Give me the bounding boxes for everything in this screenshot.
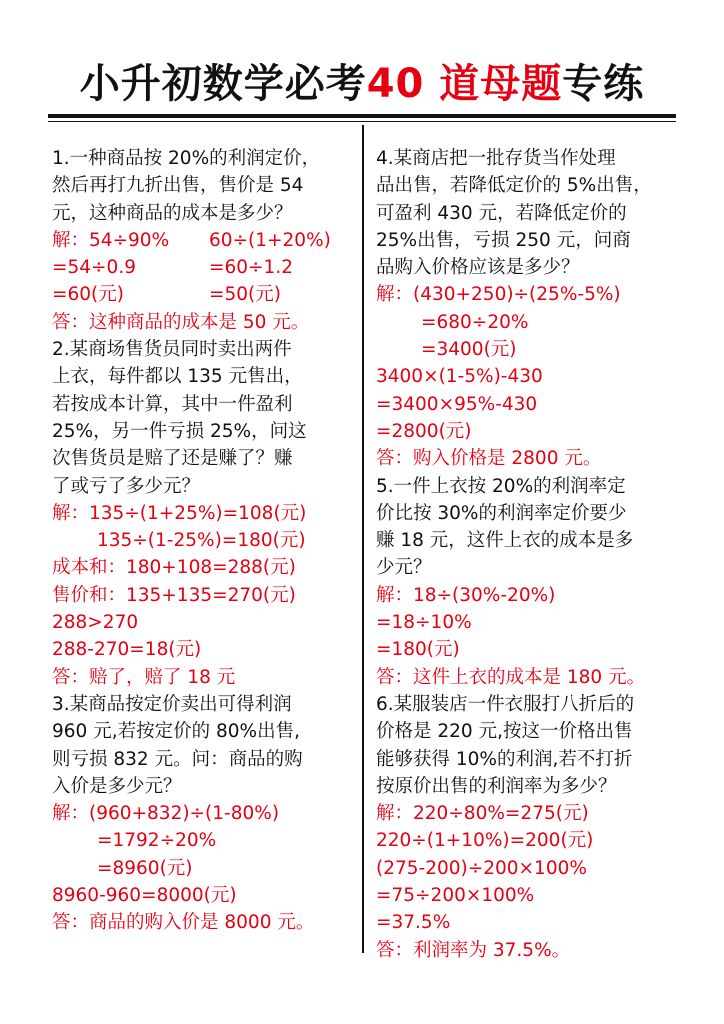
solution-line: 解：18÷(30%-20%): [376, 584, 556, 606]
solution-line: =2800(元): [376, 420, 472, 442]
answer-line: 答：商品的购入价是 8000 元。: [52, 912, 315, 934]
question-line: 品购入价格应该是多少？: [376, 257, 580, 279]
question-line: 入价是多少元？: [52, 775, 182, 797]
title-rule-thick: [48, 114, 676, 118]
question-line: 5.一件上衣按 20%的利润率定: [376, 475, 626, 497]
solution-line: 288-270=18(元): [52, 639, 202, 661]
question-line: 能够获得 10%的利润,若不打折: [376, 748, 633, 770]
problem-5: [376, 473, 652, 691]
question-line: 25%出售，亏损 250 元，问商: [376, 229, 631, 251]
title-part-3: 专练: [562, 61, 645, 107]
question-line: 则亏损 832 元。问：商品的购: [52, 748, 303, 770]
solution-line: =8960(元): [97, 857, 193, 879]
question-line: 2.某商场售货员同时卖出两件: [52, 339, 292, 361]
question-line: 价格是 220 元,按这一价格出售: [376, 721, 633, 743]
solution-line: =75÷200×100%: [376, 885, 535, 907]
solution-line: 解：(960+832)÷(1-80%): [52, 803, 280, 825]
solution-line: (275-200)÷200×100%: [376, 857, 587, 879]
solution-cell: =50(元): [209, 284, 281, 306]
question-line: 少元？: [376, 557, 432, 579]
solution-line: 解：220÷80%=275(元): [376, 803, 589, 825]
right-column: [376, 145, 652, 964]
left-column: [52, 145, 331, 937]
solution-cell: 解：54÷90%: [52, 229, 170, 251]
question-line: 1.一种商品按 20%的利润定价，: [52, 148, 321, 169]
answer-line: 答：赔了，赔了 18 元: [52, 666, 236, 688]
solution-line: 3400×(1-5%)-430: [376, 366, 543, 388]
question-line: 按原价出售的利润率为多少？: [376, 775, 617, 797]
solution-line: =18÷10%: [376, 612, 472, 634]
solution-line: 成本和：180+108=288(元): [52, 557, 296, 579]
question-line: 上衣，每件都以 135 元售出，: [52, 366, 303, 388]
solution-cell: =54÷0.9: [52, 257, 136, 279]
solution-line: [52, 281, 331, 308]
problem-1: [52, 145, 331, 336]
solution-line: =37.5%: [376, 912, 451, 934]
question-line: 赚 18 元，这件上衣的成本是多: [376, 530, 634, 552]
problem-4: [376, 145, 652, 473]
answer-line: 答：利润率为 37.5%。: [376, 939, 571, 961]
answer-line: 答：购入价格是 2800 元。: [376, 448, 602, 470]
solution-line: 135÷(1-25%)=180(元): [97, 530, 306, 552]
question-line: 元，这种商品的成本是多少？: [52, 202, 293, 224]
solution-cell: =60(元): [52, 284, 124, 306]
problem-2: [52, 336, 331, 691]
solution-cell: 60÷(1+20%): [209, 229, 331, 251]
solution-line: [52, 227, 331, 254]
question-line: 了或亏了多少元？: [52, 475, 201, 497]
answer-line: 答：这种商品的成本是 50 元。: [52, 311, 310, 333]
problem-6: [376, 691, 652, 964]
question-line: 25%，另一件亏损 25%，问这: [52, 420, 307, 442]
question-line: 若按成本计算，其中一件盈利: [52, 393, 293, 415]
question-line: 6.某服装店一件衣服打八折后的: [376, 693, 635, 715]
question-line: 品出售，若降低定价的 5%出售，: [376, 175, 652, 197]
question-line: 960 元,若按定价的 80%出售,: [52, 721, 300, 743]
answer-line: 答：这件上衣的成本是 180 元。: [376, 666, 646, 688]
solution-line: 8960-960=8000(元): [52, 885, 237, 907]
solution-line: =680÷20%: [421, 311, 529, 333]
title-part-2: 40 道母题: [366, 61, 563, 107]
solution-cell: =60÷1.2: [209, 257, 293, 279]
question-line: 然后再打九折出售，售价是 54: [52, 175, 304, 197]
question-line: 4.某商店把一批存货当作处理: [376, 148, 616, 169]
solution-line: =180(元): [376, 639, 460, 661]
problem-3: [52, 691, 331, 937]
column-divider: [362, 125, 364, 953]
solution-line: 解：135÷(1+25%)=108(元): [52, 502, 307, 524]
solution-line: [52, 254, 331, 281]
solution-line: =1792÷20%: [97, 830, 217, 852]
question-line: 价比按 30%的利润率定价要少: [376, 502, 627, 524]
solution-line: 288>270: [52, 612, 139, 634]
solution-line: 售价和：135+135=270(元): [52, 584, 296, 606]
page-title: [0, 62, 724, 106]
question-line: 3.某商品按定价卖出可得利润: [52, 693, 292, 715]
question-line: 可盈利 430 元，若降低定价的: [376, 202, 627, 224]
question-line: 次售货员是赔了还是赚了？赚: [52, 448, 293, 470]
solution-line: =3400(元): [421, 339, 517, 361]
title-rule-thin: [48, 121, 676, 122]
solution-line: 解：(430+250)÷(25%-5%): [376, 284, 621, 306]
solution-line: =3400×95%-430: [376, 393, 538, 415]
solution-line: 220÷(1+10%)=200(元): [376, 830, 594, 852]
title-part-1: 小升初数学必考: [79, 61, 367, 107]
